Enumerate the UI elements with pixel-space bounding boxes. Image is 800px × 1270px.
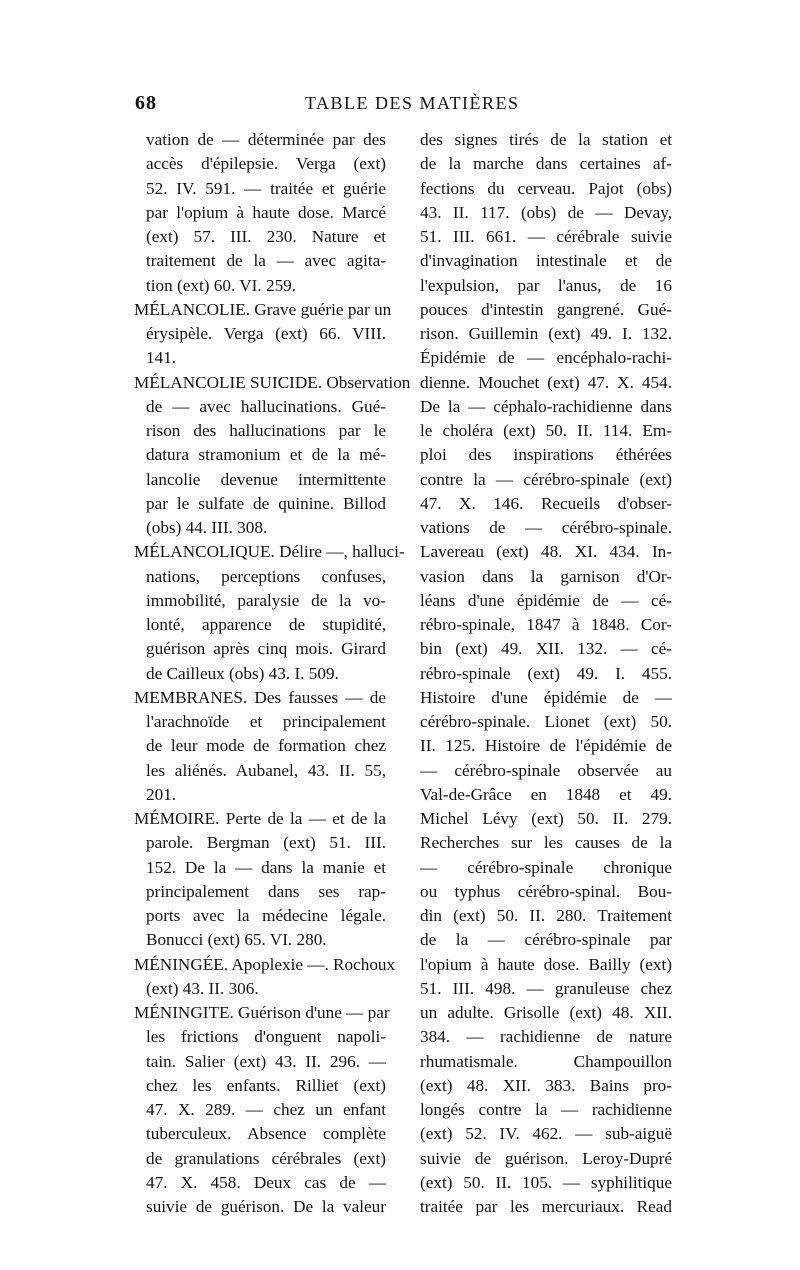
index-line: léans d'une épidémie de — cé- bbox=[420, 590, 672, 610]
index-line: din (ext) 50. II. 280. Traitement bbox=[420, 906, 672, 925]
index-line: vation de — déterminée par des bbox=[146, 130, 386, 149]
index-line: de — avec hallucinations. Gué- bbox=[146, 396, 386, 416]
index-line: suivie de guérison. De la valeur bbox=[146, 1197, 386, 1216]
index-line: traitée par les mercuriaux. Read bbox=[420, 1197, 672, 1216]
index-line: rison des hallucinations par le bbox=[146, 421, 386, 440]
index-line: Bonucci (ext) 65. VI. 280. bbox=[146, 930, 327, 950]
index-line: tain. Salier (ext) 43. II. 296. — bbox=[146, 1051, 386, 1071]
index-line: guérison après cinq mois. Girard bbox=[146, 639, 386, 659]
index-line: contre la — cérébro-spinale (ext) bbox=[420, 469, 672, 489]
index-line: MEMBRANES. Des fausses — de bbox=[134, 687, 386, 707]
index-line: chez les enfants. Rilliet (ext) bbox=[146, 1075, 386, 1095]
index-line: bin (ext) 49. XII. 132. — cé- bbox=[420, 639, 672, 659]
index-line: Michel Lévy (ext) 50. II. 279. bbox=[420, 809, 672, 828]
index-line: rébro-spinale (ext) 49. I. 455. bbox=[420, 663, 672, 683]
index-line: le choléra (ext) 50. II. 114. Em- bbox=[420, 421, 672, 440]
index-line: (ext) 50. II. 105. — syphilitique bbox=[420, 1172, 672, 1192]
index-line: 384. — rachidienne de nature bbox=[420, 1027, 672, 1047]
index-line: de la — cérébro-spinale par bbox=[420, 930, 672, 950]
index-line: tuberculeux. Absence complète bbox=[146, 1124, 386, 1144]
index-line: l'arachnoïde et principalement bbox=[146, 712, 386, 731]
index-line: 51. III. 498. — granuleuse chez bbox=[420, 978, 672, 998]
index-line: de leur mode de formation chez bbox=[146, 736, 386, 756]
running-title: TABLE DES MATIÈRES bbox=[305, 93, 520, 113]
index-line: rébro-spinale, 1847 à 1848. Cor- bbox=[420, 615, 672, 634]
index-line: MÉNINGITE. Guérison d'une — par bbox=[134, 1003, 390, 1022]
index-line: 43. II. 117. (obs) de — Devay, bbox=[420, 202, 672, 222]
index-line: rison. Guillemin (ext) 49. I. 132. bbox=[420, 324, 672, 343]
index-line: 51. III. 661. — cérébrale suivie bbox=[420, 227, 672, 246]
index-line: de granulations cérébrales (ext) bbox=[146, 1148, 386, 1168]
index-line: MÉLANCOLIE. Grave guérie par un bbox=[134, 299, 392, 319]
index-line: (ext) 48. XII. 383. Bains pro- bbox=[420, 1075, 672, 1095]
index-line: vasion dans la garnison d'Or- bbox=[420, 566, 672, 586]
index-line: (ext) 43. II. 306. bbox=[146, 978, 259, 998]
index-line: Lavereau (ext) 48. XI. 434. In- bbox=[420, 542, 672, 562]
index-line: d'invagination intestinale et de bbox=[420, 251, 672, 271]
left-column bbox=[134, 128, 411, 1219]
index-line: vations de — cérébro-spinale. bbox=[420, 518, 672, 537]
index-line: 152. De la — dans la manie et bbox=[146, 857, 386, 877]
index-line: Épidémie de — encéphalo-rachi- bbox=[420, 348, 672, 368]
index-line: par l'opium à haute dose. Marcé bbox=[146, 202, 386, 222]
index-line: pouces d'intestin gangrené. Gué- bbox=[420, 299, 672, 319]
index-line: (obs) 44. III. 308. bbox=[146, 518, 268, 537]
index-line: rhumatismale. Champouillon bbox=[420, 1051, 672, 1071]
index-line: — cérébro-spinale chronique bbox=[420, 857, 672, 877]
index-line: MÉLANCOLIE SUICIDE. Observation bbox=[134, 372, 411, 392]
index-line: de la marche dans certaines af- bbox=[420, 154, 672, 174]
index-line: De la — céphalo-rachidienne dans bbox=[420, 396, 672, 416]
index-line: Recherches sur les causes de la bbox=[420, 833, 672, 853]
index-line: érysipèle. Verga (ext) 66. VIII. bbox=[146, 324, 386, 343]
index-line: des signes tirés de la station et bbox=[420, 130, 672, 149]
index-line: 52. IV. 591. — traitée et guérie bbox=[146, 178, 386, 198]
index-line: immobilité, paralysie de la vo- bbox=[146, 590, 386, 610]
index-line: cérébro-spinale. Lionet (ext) 50. bbox=[420, 712, 672, 731]
index-line: suivie de guérison. Leroy-Dupré bbox=[420, 1148, 672, 1168]
index-line: 47. X. 458. Deux cas de — bbox=[146, 1172, 386, 1192]
index-line: de Cailleux (obs) 43. I. 509. bbox=[146, 663, 339, 683]
index-line: longés contre la — rachidienne bbox=[420, 1100, 672, 1119]
index-line: MÉLANCOLIQUE. Délire —, halluci- bbox=[134, 542, 405, 562]
index-line: l'expulsion, par l'anus, de 16 bbox=[420, 275, 672, 295]
index-line: un adulte. Grisolle (ext) 48. XII. bbox=[420, 1003, 672, 1022]
page-header bbox=[135, 92, 675, 118]
index-line: (ext) 57. III. 230. Nature et bbox=[146, 227, 386, 246]
index-line: parole. Bergman (ext) 51. III. bbox=[146, 833, 386, 853]
index-line: 201. bbox=[146, 784, 177, 804]
index-line: lancolie devenue intermittente bbox=[146, 469, 386, 489]
index-line: accès d'épilepsie. Verga (ext) bbox=[146, 154, 386, 174]
index-line: ports avec la médecine légale. bbox=[146, 906, 386, 925]
index-line: fections du cerveau. Pajot (obs) bbox=[420, 178, 672, 198]
index-line: traitement de la — avec agita- bbox=[146, 251, 386, 271]
index-line: l'opium à haute dose. Bailly (ext) bbox=[420, 954, 672, 974]
page-number: 68 bbox=[135, 92, 157, 114]
index-line: les frictions d'onguent napoli- bbox=[146, 1027, 386, 1047]
index-line: ploi des inspirations éthérées bbox=[420, 445, 672, 465]
index-line: principalement dans ses rap- bbox=[146, 881, 386, 901]
index-line: dienne. Mouchet (ext) 47. X. 454. bbox=[420, 372, 672, 392]
index-line: datura stramonium et de la mé- bbox=[146, 445, 386, 465]
index-line: (ext) 52. IV. 462. — sub-aiguë bbox=[420, 1124, 672, 1144]
index-line: 47. X. 289. — chez un enfant bbox=[146, 1100, 386, 1119]
index-line: ou typhus cérébro-spinal. Bou- bbox=[420, 881, 672, 901]
index-line: lonté, apparence de stupidité, bbox=[146, 615, 386, 634]
index-line: 141. bbox=[146, 348, 177, 368]
index-line: MÉNINGÉE. Apoplexie —. Rochoux bbox=[134, 954, 396, 974]
index-line: tion (ext) 60. VI. 259. bbox=[146, 275, 297, 295]
index-line: nations, perceptions confuses, bbox=[146, 566, 386, 586]
index-line: les aliénés. Aubanel, 43. II. 55, bbox=[146, 760, 386, 780]
index-line: 47. X. 146. Recueils d'obser- bbox=[420, 493, 672, 513]
index-line: — cérébro-spinale observée au bbox=[420, 760, 672, 780]
index-line: Histoire d'une épidémie de — bbox=[420, 687, 672, 707]
index-line: Val-de-Grâce en 1848 et 49. bbox=[420, 784, 672, 804]
index-line: MÉMOIRE. Perte de la — et de la bbox=[134, 809, 386, 828]
index-line: par le sulfate de quinine. Billod bbox=[146, 493, 386, 513]
right-column bbox=[420, 128, 672, 1219]
index-line: II. 125. Histoire de l'épidémie de bbox=[420, 736, 672, 756]
